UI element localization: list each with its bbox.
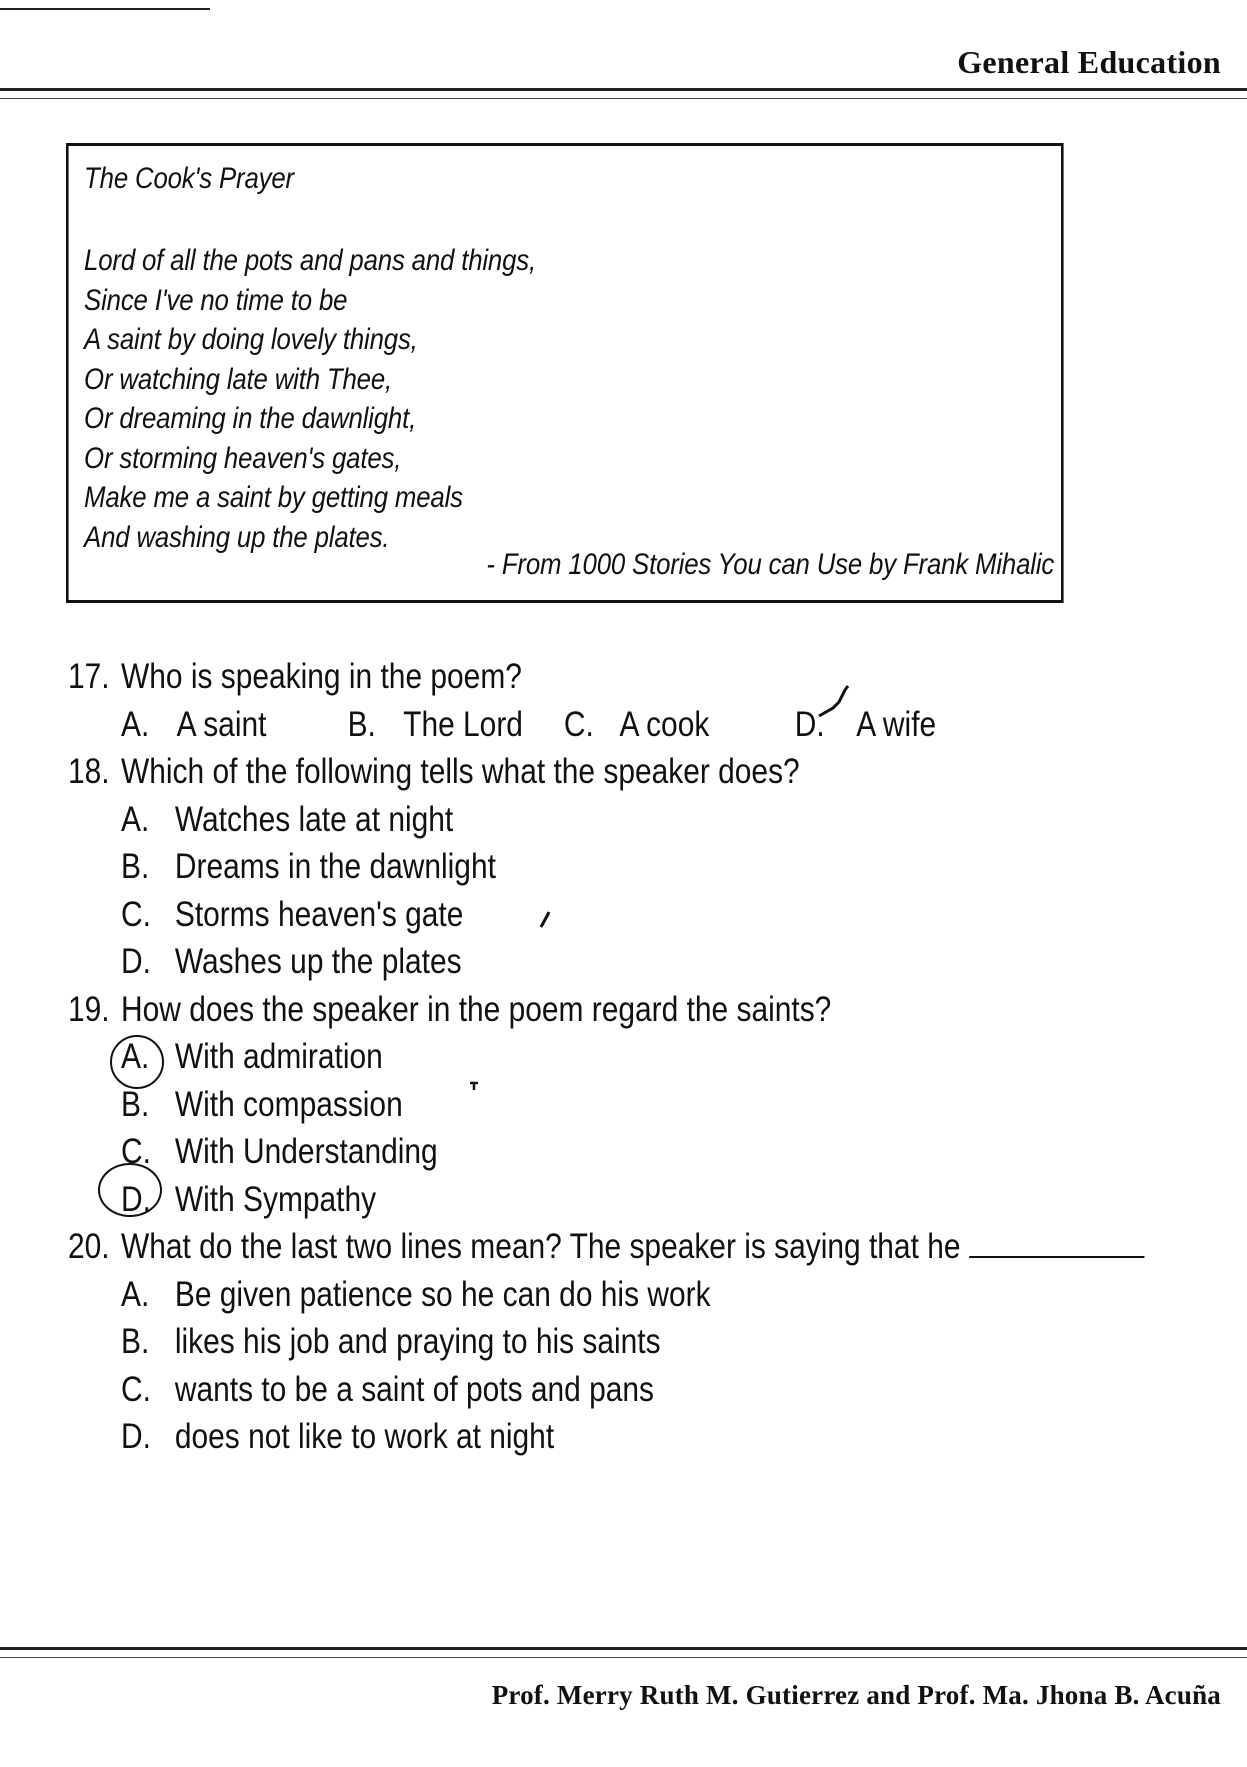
option [68,1366,1180,1414]
poem-line: Or watching late with Thee, [84,362,393,396]
option-text: With compassion [174,1084,403,1124]
option-text: A saint [176,704,267,744]
option-letter: B. [121,1322,150,1361]
question-17-options [68,701,1180,749]
option-text: Be given patience so he can do his work [174,1274,711,1314]
poem-line: Or dreaming in the dawnlight, [84,402,417,435]
option-letter: B. [347,704,376,744]
answer-circle-mark [98,1163,162,1217]
option-letter: A. [121,704,150,744]
poem-line: Make me a saint by getting meals [84,481,463,514]
option-text: Dreams in the dawnlight [174,847,496,886]
option-text: likes his job and praying to his saints [174,1322,661,1361]
poem-title: The Cook's Prayer [84,162,294,195]
page-header-title: General Education [957,44,1221,80]
option [68,1413,1180,1461]
poem-source: - From 1000 Stories You can Use by Frank Mihalic [486,548,1055,581]
option [68,1271,1180,1319]
option-text: With Understanding [174,1132,438,1171]
poem-box [66,143,1064,603]
option-letter: D. [121,942,151,981]
option-letter: A. [121,799,150,839]
option-text: Washes up the plates [174,942,462,981]
poem-lines [84,241,536,557]
question-20 [68,1223,1180,1271]
option-text: With Sympathy [174,1179,377,1219]
poem-line: Lord of all the pots and pans and things, [84,244,537,277]
pen-tick-mark [815,682,855,722]
option-text: With admiration [174,1037,383,1076]
footer-double-rule [0,1647,1247,1658]
option-letter: D. [121,1179,151,1219]
question-18 [68,748,1180,796]
question-17 [68,653,1180,701]
answer-blank [969,1226,1144,1258]
footer-authors: Prof. Merry Ruth M. Gutierrez and Prof. Ma. Jhona B. Acuña [491,1680,1221,1710]
option-letter: C. [121,1132,151,1171]
option-letter: B. [121,1084,150,1124]
option-letter: B. [121,847,150,886]
option-text: does not like to work at night [174,1417,555,1456]
option [68,891,1180,939]
option [68,1033,1180,1081]
option-letter: D. [121,1417,151,1456]
option [68,1176,1180,1224]
question-text: What do the last two lines mean? The speaker is saying that he [121,1227,961,1266]
question-number: 20. [68,1227,110,1266]
question-text: Which of the following tells what the speaker does? [121,752,800,791]
question-text: Who is speaking in the poem? [121,657,522,696]
option-text: A wife [856,704,937,744]
option-letter: C. [121,1369,151,1409]
question-text: How does the speaker in the poem regard the saints? [121,989,832,1029]
option-text: Watches late at night [174,799,454,839]
option [68,1318,1180,1366]
option [68,843,1180,891]
pen-stray-mark [538,910,552,930]
pen-stray-mark [468,1080,482,1094]
question-number: 19. [68,989,110,1029]
header-double-rule [0,88,1247,99]
top-edge-line [0,8,210,10]
option [68,1128,1180,1176]
option [68,796,1180,844]
option-text: A cook [619,704,710,744]
answer-circle-mark [110,1035,164,1089]
option-letter: A. [121,1274,150,1314]
option-text: The Lord [403,704,523,744]
option-text: Storms heaven's gate [174,894,464,934]
question-list [68,653,1180,1461]
poem-line: A saint by doing lovely things, [84,323,418,356]
poem-line: Since I've no time to be [84,283,348,317]
option-letter: A. [121,1037,150,1076]
option-text: wants to be a saint of pots and pans [174,1369,655,1409]
option-letter: C. [121,894,151,934]
option-letter: C. [563,704,594,744]
poem-line: Or storming heaven's gates, [84,441,402,475]
option [68,1081,1180,1129]
question-19 [68,986,1180,1034]
poem-line: And washing up the plates. [84,520,390,554]
option [68,938,1180,986]
question-number: 18. [68,752,110,791]
option-letter: D. [794,704,825,744]
question-number: 17. [68,657,110,696]
